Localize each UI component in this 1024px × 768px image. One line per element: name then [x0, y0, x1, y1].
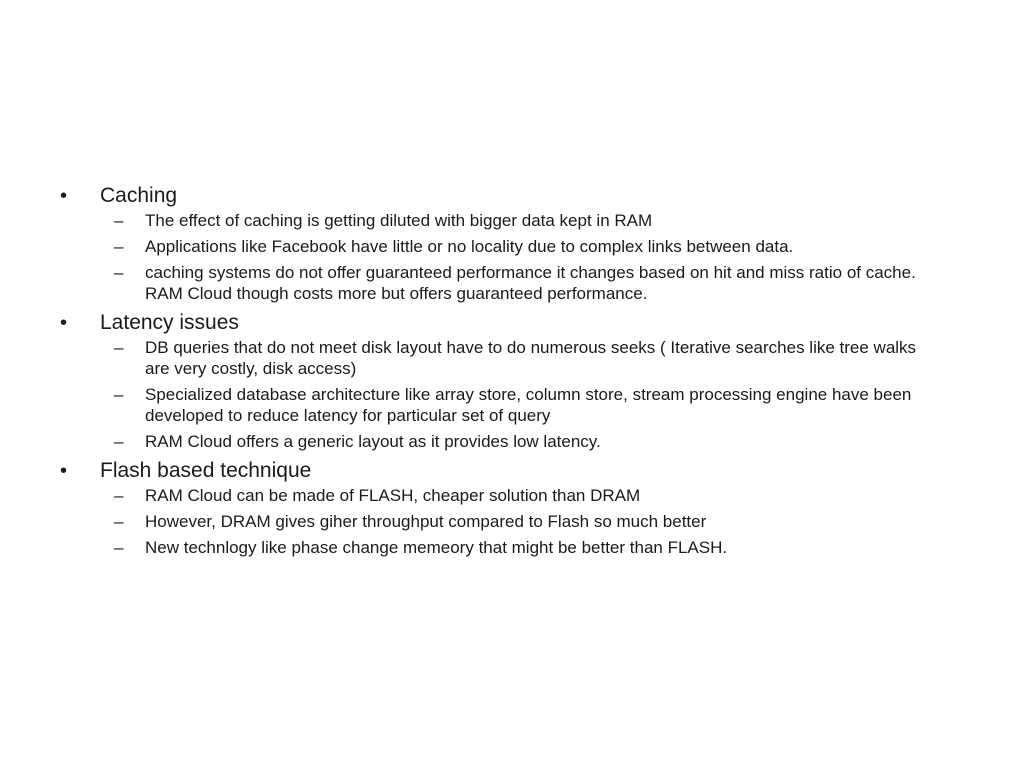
sub-item-text: DB queries that do not meet disk layout have to do numerous seeks ( Iterative searches like tree walks are very costly, disk access) — [145, 338, 917, 378]
section-caching — [60, 182, 960, 304]
bullet-marker: • — [60, 185, 68, 207]
sub-marker: – — [114, 237, 124, 256]
bullet — [60, 309, 960, 337]
section-title: Caching — [100, 184, 178, 207]
sub-item — [114, 210, 960, 231]
bullet — [60, 457, 960, 485]
sub-item-text: The effect of caching is getting diluted with bigger data kept in RAM — [145, 211, 653, 230]
sub-item-text: Specialized database architecture like array store, column store, stream processing engine have been developed to reduce latency for particular set of query — [145, 385, 912, 425]
sub-item — [114, 262, 960, 304]
sub-item-text: RAM Cloud offers a generic layout as it provides low latency. — [145, 432, 601, 451]
sub-list — [60, 337, 960, 452]
sub-marker: – — [114, 211, 124, 230]
bullet — [60, 182, 960, 210]
sub-marker: – — [114, 385, 124, 404]
sub-marker: – — [114, 338, 124, 357]
sub-list — [60, 485, 960, 558]
slide-body — [60, 180, 960, 563]
sub-item-text: New technlogy like phase change memeory that might be better than FLASH. — [145, 538, 728, 557]
section-flash — [60, 457, 960, 558]
sub-item — [114, 511, 960, 532]
bullet-marker: • — [60, 460, 68, 482]
sub-item — [114, 537, 960, 558]
sub-list — [60, 210, 960, 304]
section-latency — [60, 309, 960, 452]
sub-item — [114, 384, 960, 426]
sub-item-text: Applications like Facebook have little or no locality due to complex links between data. — [145, 237, 794, 256]
sub-item-text: caching systems do not offer guaranteed performance it changes based on hit and miss ratio of cache. RAM Cloud though costs more but offers guaranteed performance. — [145, 263, 916, 303]
section-title: Flash based technique — [100, 459, 312, 482]
sub-item — [114, 337, 960, 379]
sub-item — [114, 431, 960, 452]
sub-item — [114, 236, 960, 257]
section-title: Latency issues — [100, 311, 239, 334]
sub-marker: – — [114, 538, 124, 557]
bullet-marker: • — [60, 312, 68, 334]
sub-item — [114, 485, 960, 506]
sub-marker: – — [114, 432, 124, 451]
sub-item-text: RAM Cloud can be made of FLASH, cheaper solution than DRAM — [145, 486, 641, 505]
sub-marker: – — [114, 512, 124, 531]
sub-marker: – — [114, 486, 124, 505]
sub-marker: – — [114, 263, 124, 282]
sub-item-text: However, DRAM gives giher throughput compared to Flash so much better — [145, 512, 707, 531]
